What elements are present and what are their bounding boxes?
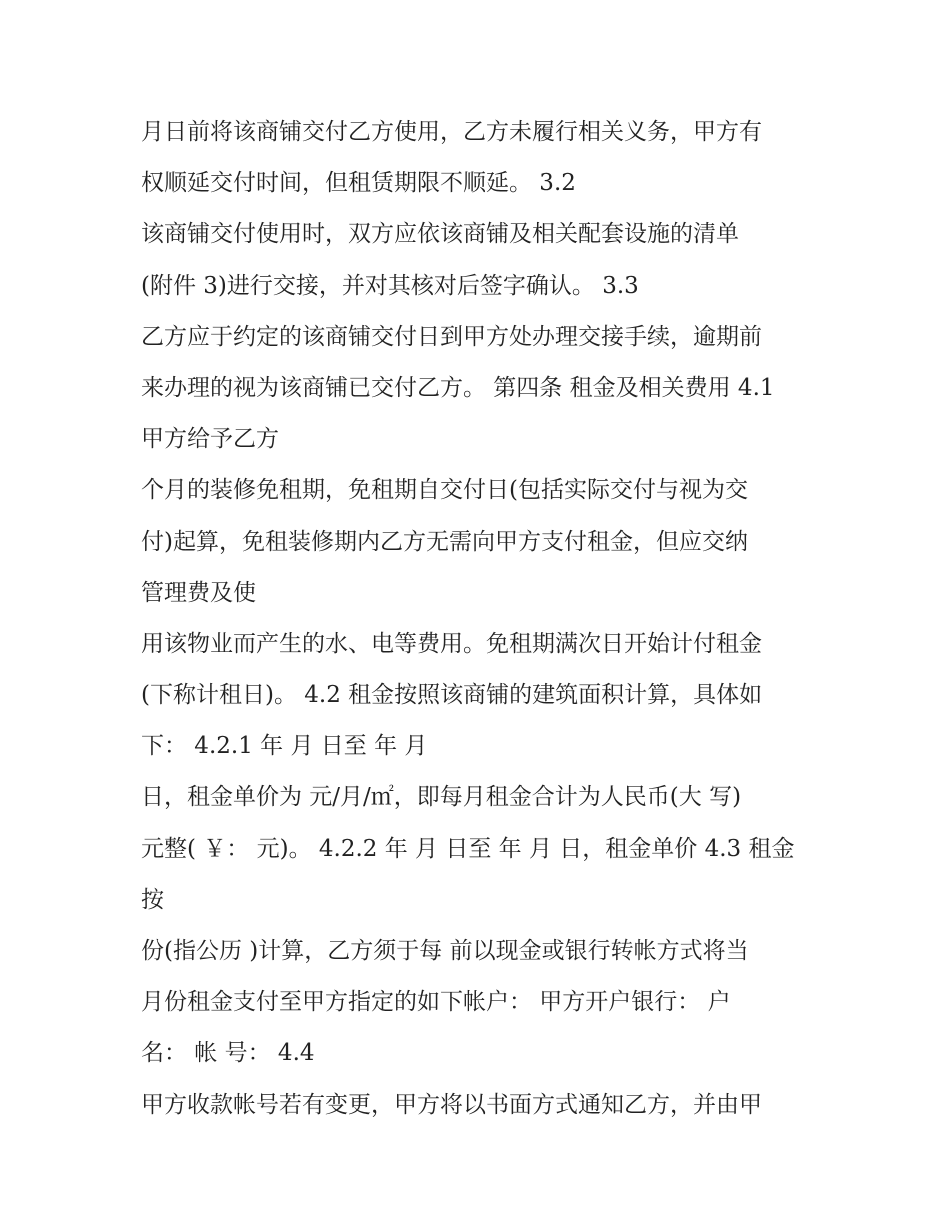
text-line: 管理费及使 (141, 579, 256, 606)
text-line: 份(指公历 )计算，乙方须于每 前以现金或银行转帐方式将当 (141, 938, 749, 964)
text-line: 名： 帐 号： 4.4 (141, 1040, 315, 1067)
text-line: 乙方应于约定的该商铺交付日到甲方处办理交接手续，逾期前 (141, 323, 762, 350)
text-line: (下称计租日)。 4.2 租金按照该商铺的建筑面积计算，具体如 (141, 682, 763, 709)
text-line: (附件 3)进行交接，并对其核对后签字确认。 3.3 (141, 272, 639, 299)
text-line: 个月的装修免租期，免租期自交付日(包括实际交付与视为交 (141, 477, 748, 504)
text-line: 下： 4.2.1 年 月 日至 年 月 (141, 733, 428, 760)
text-line: 月份租金支付至甲方指定的如下帐户： 甲方开户银行： 户 (141, 989, 731, 1016)
text-line: 甲方给予乙方 (141, 426, 279, 453)
text-line: 用该物业而产生的水、电等费用。免租期满次日开始计付租金 (141, 630, 762, 657)
text-line: 日，租金单价为 元/月/㎡，即每月租金合计为人民币(大 写) (141, 784, 742, 811)
text-line: 付)起算，免租装修期内乙方无需向甲方支付租金，但应交纳 (141, 528, 748, 555)
text-line: 月日前将该商铺交付乙方使用，乙方未履行相关义务，甲方有 (141, 119, 762, 145)
text-line: 该商铺交付使用时，双方应依该商铺及相关配套设施的清单 (141, 221, 739, 248)
text-line: 来办理的视为该商铺已交付乙方。 第四条 租金及相关费用 4.1 (141, 374, 775, 401)
text-line: 元整( ￥： 元)。 4.2.2 年 月 日至 年 月 日，租金单价 4.3 租金 (141, 835, 795, 862)
document-body (141, 107, 821, 1131)
text-line: 甲方收款帐号若有变更，甲方将以书面方式通知乙方，并由甲 (141, 1091, 762, 1118)
text-line: 按 (141, 886, 164, 913)
text-line: 权顺延交付时间，但租赁期限不顺延。 3.2 (141, 170, 576, 197)
